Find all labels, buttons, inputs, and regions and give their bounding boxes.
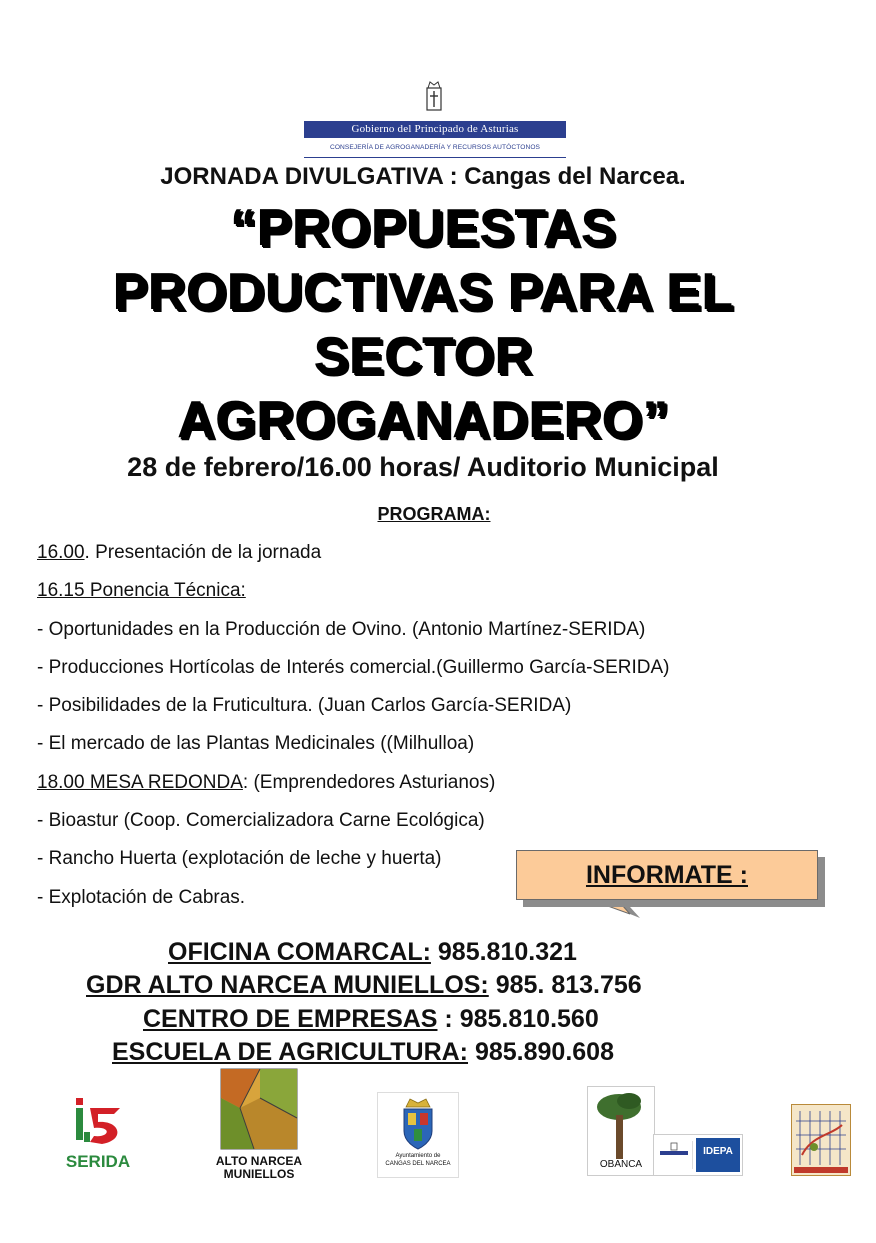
program-item-text: - Posibilidades de la Fruticultura. (Juan Carlos García-SERIDA) — [37, 695, 572, 717]
callout-tail — [580, 896, 650, 924]
event-title — [0, 196, 846, 452]
contact-line — [168, 938, 577, 967]
title-line: SECTOR — [313, 327, 533, 385]
contact-line — [86, 971, 642, 1000]
school-emblem-icon — [792, 1105, 850, 1175]
program-item-text: . Presentación de la jornada — [84, 542, 322, 563]
program-item — [37, 809, 797, 847]
agricultura-school-logo — [791, 1104, 851, 1176]
program-item — [37, 656, 797, 694]
alto-narcea-label-2: MUNIELLOS — [223, 1167, 295, 1181]
program-item — [37, 618, 797, 656]
tree-icon — [589, 1089, 653, 1161]
ayuntamiento-logo — [377, 1092, 459, 1178]
contact-phone: 985.890.608 — [468, 1038, 614, 1066]
program-item-time: 18.00 MESA REDONDA — [37, 771, 243, 793]
serida-icon — [58, 1092, 138, 1150]
contact-line — [112, 1038, 614, 1067]
gov-mini-icon — [656, 1141, 693, 1169]
serida-label: SERIDA — [65, 1152, 131, 1171]
contact-line — [143, 1005, 599, 1034]
title-line: PRODUCTIVAS PARA EL — [112, 263, 734, 321]
event-date-location: 28 de febrero/16.00 horas/ Auditorio Municipal — [127, 452, 719, 482]
alto-narcea-label-1: ALTO NARCEA — [215, 1154, 303, 1168]
program-heading: PROGRAMA: — [377, 504, 491, 524]
program-item-text: - Producciones Hortícolas de Interés comercial.(Guillermo García-SERIDA) — [37, 656, 670, 678]
contact-phone: : 985.810.560 — [437, 1005, 599, 1033]
government-banner — [304, 121, 566, 138]
government-department: CONSEJERÍA DE AGROGANADERÍA Y RECURSOS AUTÓCTONOS — [329, 144, 541, 151]
alto-narcea-logo — [214, 1068, 304, 1180]
ayuntamiento-label-2: CANGAS DEL NARCEA — [385, 1161, 451, 1167]
contact-name: CENTRO DE EMPRESAS — [143, 1005, 438, 1033]
contact-name: GDR ALTO NARCEA MUNIELLOS: — [86, 971, 489, 999]
program-item-time: 16.00 — [37, 542, 85, 563]
informate-callout — [516, 850, 818, 900]
ayuntamiento-label-1: Ayuntamiento de — [395, 1153, 441, 1159]
program-item — [37, 732, 797, 770]
program-item-text: - Bioastur (Coop. Comercializadora Carne Ecológica) — [37, 810, 485, 832]
obanca-logo — [587, 1086, 655, 1176]
program-item-text: : (Emprendedores Asturianos) — [242, 771, 496, 793]
program-item — [37, 771, 797, 809]
event-intro: JORNADA DIVULGATIVA : Cangas del Narcea. — [160, 163, 686, 190]
alto-narcea-icon — [220, 1068, 298, 1150]
program-item-text: - Oportunidades en la Producción de Ovino. (Antonio Martínez-SERIDA) — [37, 618, 646, 640]
program-item-text: - El mercado de las Plantas Medicinales ((Milhulloa) — [37, 733, 475, 755]
idepa-badge — [696, 1138, 740, 1172]
contact-name: OFICINA COMARCAL: — [168, 938, 431, 966]
title-line: “PROPUESTAS — [230, 199, 616, 257]
title-line: AGROGANADERO” — [177, 391, 669, 449]
program-item — [37, 541, 797, 579]
idepa-label: IDEPA — [703, 1146, 733, 1157]
callout-label: INFORMATE : — [585, 861, 748, 889]
idepa-logo — [653, 1134, 743, 1176]
contact-name: ESCUELA DE AGRICULTURA: — [112, 1038, 469, 1066]
contact-phone: 985.810.321 — [430, 938, 577, 966]
government-name: Gobierno del Principado de Asturias — [351, 123, 519, 135]
asturias-crest-icon — [424, 80, 444, 112]
program-item-text: - Rancho Huerta (explotación de leche y huerta) — [37, 848, 442, 870]
contact-phone: 985. 813.756 — [488, 971, 642, 999]
obanca-label: OBANCA — [599, 1159, 643, 1170]
program-item — [37, 694, 797, 732]
program-item-text: - Explotación de Cabras. — [37, 886, 246, 908]
program-item — [37, 579, 797, 617]
coat-of-arms-icon — [398, 1097, 438, 1151]
program-item-time: 16.15 Ponencia Técnica: — [37, 580, 246, 602]
serida-logo — [58, 1092, 138, 1177]
header-divider — [304, 157, 566, 158]
